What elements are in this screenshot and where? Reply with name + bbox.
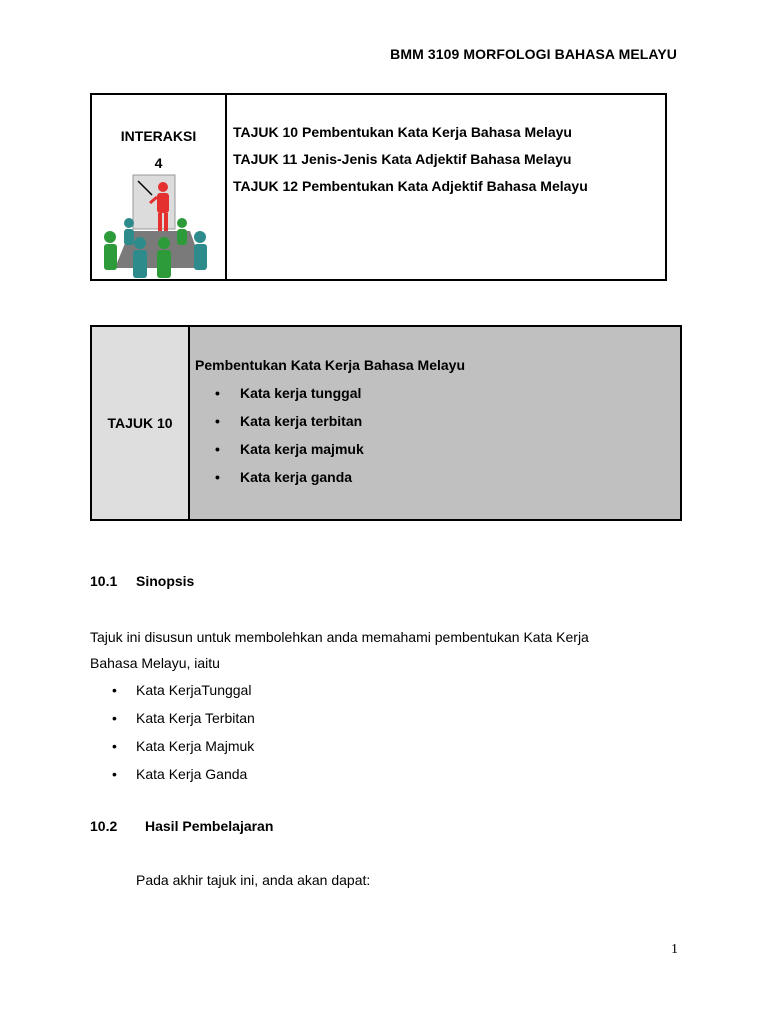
page-number: 1 bbox=[671, 942, 678, 957]
list-item: • Kata Kerja Majmuk bbox=[112, 732, 255, 760]
tajuk-content bbox=[190, 327, 680, 519]
section-number: 10.1 bbox=[90, 573, 118, 589]
list-item: • Kata KerjaTunggal bbox=[112, 676, 255, 704]
tajuk-box bbox=[90, 325, 682, 521]
paragraph-line: Tajuk ini disusun untuk membolehkan anda memahami pembentukan Kata Kerja bbox=[90, 629, 589, 645]
interaksi-label: INTERAKSI bbox=[120, 128, 197, 144]
section-title: Hasil Pembelajaran bbox=[145, 818, 274, 834]
list-item: • Kata Kerja Ganda bbox=[112, 760, 255, 788]
tajuk-label: TAJUK 10 bbox=[92, 327, 190, 519]
section-number: 10.2 bbox=[90, 818, 118, 834]
hasil-paragraph: Pada akhir tajuk ini, anda akan dapat: bbox=[136, 872, 371, 888]
presenter-clipart-icon bbox=[100, 173, 210, 281]
interaksi-label-group bbox=[92, 123, 225, 177]
document-header: BMM 3109 MORFOLOGI BAHASA MELAYU bbox=[390, 46, 677, 62]
tajuk-list bbox=[195, 379, 680, 491]
topic-item: TAJUK 12 Pembentukan Kata Adjektif Bahasa Melayu bbox=[233, 178, 588, 194]
tajuk-title: Pembentukan Kata Kerja Bahasa Melayu bbox=[195, 357, 465, 373]
sinopsis-list bbox=[112, 676, 255, 788]
interaksi-cell bbox=[92, 95, 227, 279]
paragraph-line: Bahasa Melayu, iaitu bbox=[90, 655, 220, 671]
interaksi-number: 4 bbox=[154, 155, 163, 171]
interaksi-box bbox=[90, 93, 667, 281]
list-item: • Kata kerja majmuk bbox=[215, 435, 680, 463]
section-heading-hasil bbox=[90, 818, 273, 834]
list-item: • Kata kerja tunggal bbox=[215, 379, 680, 407]
list-item: • Kata kerja terbitan bbox=[215, 407, 680, 435]
topic-item: TAJUK 11 Jenis-Jenis Kata Adjektif Bahasa Melayu bbox=[233, 151, 572, 167]
section-title: Sinopsis bbox=[136, 573, 195, 589]
interaksi-topics bbox=[227, 95, 665, 279]
list-item: • Kata kerja ganda bbox=[215, 463, 680, 491]
section-heading-sinopsis bbox=[90, 573, 194, 589]
topic-item: TAJUK 10 Pembentukan Kata Kerja Bahasa Melayu bbox=[233, 124, 572, 140]
list-item: • Kata Kerja Terbitan bbox=[112, 704, 255, 732]
sinopsis-paragraph bbox=[90, 624, 650, 676]
